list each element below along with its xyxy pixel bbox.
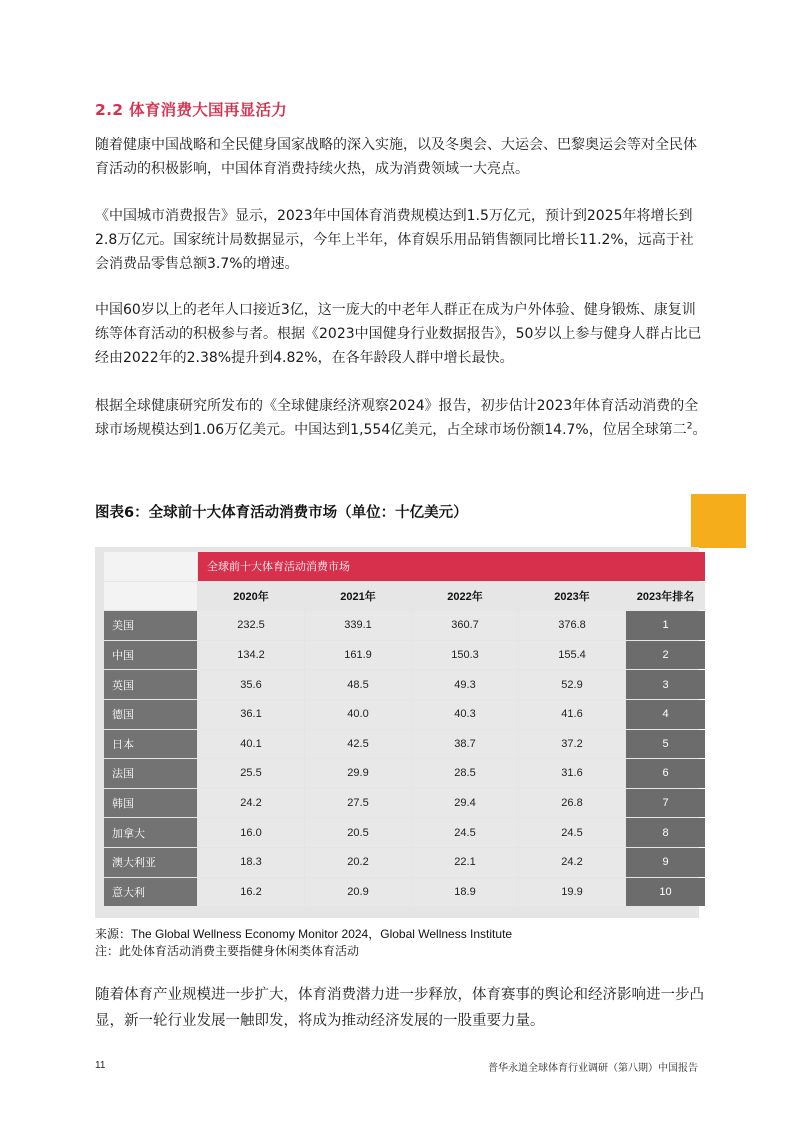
rank-cell: 3 bbox=[626, 670, 705, 699]
value-cell: 49.3 bbox=[412, 670, 518, 699]
value-cell: 28.5 bbox=[412, 759, 518, 788]
paragraph-global-market-text: 根据全球健康研究所发布的《全球健康经济观察2024》报告，初步估计2023年体育活动消费的全球市场规模达到1.06万亿美元。中国达到1,554亿美元，占全球市场份额14.7%，位居全球第二 bbox=[95, 398, 699, 438]
table-row bbox=[104, 670, 705, 699]
value-cell: 18.9 bbox=[412, 878, 518, 907]
value-cell: 35.6 bbox=[198, 670, 304, 699]
rank-cell: 2 bbox=[626, 641, 705, 670]
rank-cell: 1 bbox=[626, 611, 705, 640]
country-cell: 韩国 bbox=[104, 789, 197, 818]
paragraph-consumption-report: 《中国城市消费报告》显示，2023年中国体育消费规模达到1.5万亿元，预计到2025年将增长到2.8万亿元。国家统计局数据显示，今年上半年，体育娱乐用品销售额同比增长11.2%，远高于社会消费品零售总额3.7%的增速。 bbox=[95, 208, 694, 272]
table-banner-row bbox=[104, 552, 705, 581]
value-cell: 52.9 bbox=[519, 670, 625, 699]
rank-cell: 6 bbox=[626, 759, 705, 788]
rank-cell: 4 bbox=[626, 700, 705, 729]
rank-cell: 7 bbox=[626, 789, 705, 818]
value-cell: 42.5 bbox=[305, 730, 411, 759]
table-row bbox=[104, 789, 705, 818]
table-banner: 全球前十大体育活动消费市场 bbox=[198, 552, 705, 581]
rank-cell: 8 bbox=[626, 818, 705, 847]
table-row bbox=[104, 878, 705, 907]
value-cell: 41.6 bbox=[519, 700, 625, 729]
table-row bbox=[104, 730, 705, 759]
value-cell: 24.5 bbox=[519, 818, 625, 847]
value-cell: 376.8 bbox=[519, 611, 625, 640]
column-header-rank: 2023年排名 bbox=[626, 582, 705, 611]
table-header-row bbox=[104, 582, 705, 611]
footnote-marker: 2 bbox=[686, 421, 693, 432]
rank-cell: 9 bbox=[626, 848, 705, 877]
value-cell: 40.1 bbox=[198, 730, 304, 759]
figure-title: 图表6：全球前十大体育活动消费市场（单位：十亿美元） bbox=[95, 505, 468, 521]
value-cell: 134.2 bbox=[198, 641, 304, 670]
table-corner-cell bbox=[104, 582, 197, 611]
source-line: 来源：The Global Wellness Economy Monitor 2024，Global Wellness Institute bbox=[95, 927, 513, 941]
value-cell: 40.0 bbox=[305, 700, 411, 729]
table-row bbox=[104, 818, 705, 847]
value-cell: 16.0 bbox=[198, 818, 304, 847]
value-cell: 20.9 bbox=[305, 878, 411, 907]
country-cell: 中国 bbox=[104, 641, 197, 670]
note-line: 注：此处体育活动消费主要指健身休闲类体育活动 bbox=[95, 944, 360, 958]
table-row bbox=[104, 641, 705, 670]
column-header: 2021年 bbox=[305, 582, 411, 611]
column-header: 2023年 bbox=[519, 582, 625, 611]
value-cell: 232.5 bbox=[198, 611, 304, 640]
paragraph-conclusion: 随着体育产业规模进一步扩大，体育消费潜力进一步释放，体育赛事的舆论和经济影响进一步凸显，新一轮行业发展一触即发，将成为推动经济发展的一股重要力量。 bbox=[95, 987, 704, 1029]
value-cell: 19.9 bbox=[519, 878, 625, 907]
value-cell: 24.2 bbox=[198, 789, 304, 818]
table-row bbox=[104, 700, 705, 729]
value-cell: 339.1 bbox=[305, 611, 411, 640]
value-cell: 161.9 bbox=[305, 641, 411, 670]
column-header: 2022年 bbox=[412, 582, 518, 611]
page-number: 11 bbox=[95, 1060, 106, 1071]
value-cell: 16.2 bbox=[198, 878, 304, 907]
country-cell: 澳大利亚 bbox=[104, 848, 197, 877]
market-table bbox=[103, 551, 706, 907]
value-cell: 155.4 bbox=[519, 641, 625, 670]
value-cell: 20.2 bbox=[305, 848, 411, 877]
table-corner-cell bbox=[104, 552, 197, 581]
footer-report-title: 普华永道全球体育行业调研（第八期）中国报告 bbox=[488, 1063, 698, 1074]
value-cell: 25.5 bbox=[198, 759, 304, 788]
accent-block bbox=[691, 494, 746, 548]
country-cell: 德国 bbox=[104, 700, 197, 729]
value-cell: 38.7 bbox=[412, 730, 518, 759]
value-cell: 18.3 bbox=[198, 848, 304, 877]
rank-cell: 5 bbox=[626, 730, 705, 759]
section-title: 2.2 体育消费大国再显活力 bbox=[95, 101, 288, 119]
value-cell: 31.6 bbox=[519, 759, 625, 788]
column-header: 2020年 bbox=[198, 582, 304, 611]
source-note bbox=[95, 926, 512, 960]
country-cell: 法国 bbox=[104, 759, 197, 788]
country-cell: 英国 bbox=[104, 670, 197, 699]
value-cell: 360.7 bbox=[412, 611, 518, 640]
value-cell: 37.2 bbox=[519, 730, 625, 759]
value-cell: 48.5 bbox=[305, 670, 411, 699]
table-row bbox=[104, 611, 705, 640]
table-row bbox=[104, 848, 705, 877]
value-cell: 29.9 bbox=[305, 759, 411, 788]
country-cell: 加拿大 bbox=[104, 818, 197, 847]
value-cell: 26.8 bbox=[519, 789, 625, 818]
paragraph-elderly-fitness: 中国60岁以上的老年人口接近3亿，这一庞大的中老年人群正在成为户外体验、健身锻炼、康复训练等体育活动的积极参与者。根据《2023中国健身行业数据报告》，50岁以上参与健身人群占比已经由2022年的2.38%提升到4.82%，在各年龄段人群中增长最快。 bbox=[95, 302, 702, 366]
table-row bbox=[104, 759, 705, 788]
value-cell: 36.1 bbox=[198, 700, 304, 729]
paragraph-global-market-end: 。 bbox=[692, 422, 707, 438]
value-cell: 40.3 bbox=[412, 700, 518, 729]
value-cell: 24.5 bbox=[412, 818, 518, 847]
paragraph-global-market bbox=[95, 394, 707, 442]
value-cell: 27.5 bbox=[305, 789, 411, 818]
value-cell: 22.1 bbox=[412, 848, 518, 877]
country-cell: 意大利 bbox=[104, 878, 197, 907]
paragraph-intro: 随着健康中国战略和全民健身国家战略的深入实施，以及冬奥会、大运会、巴黎奥运会等对全民体育活动的积极影响，中国体育消费持续火热，成为消费领域一大亮点。 bbox=[95, 137, 697, 177]
value-cell: 150.3 bbox=[412, 641, 518, 670]
rank-cell: 10 bbox=[626, 878, 705, 907]
value-cell: 29.4 bbox=[412, 789, 518, 818]
country-cell: 美国 bbox=[104, 611, 197, 640]
value-cell: 24.2 bbox=[519, 848, 625, 877]
country-cell: 日本 bbox=[104, 730, 197, 759]
value-cell: 20.5 bbox=[305, 818, 411, 847]
